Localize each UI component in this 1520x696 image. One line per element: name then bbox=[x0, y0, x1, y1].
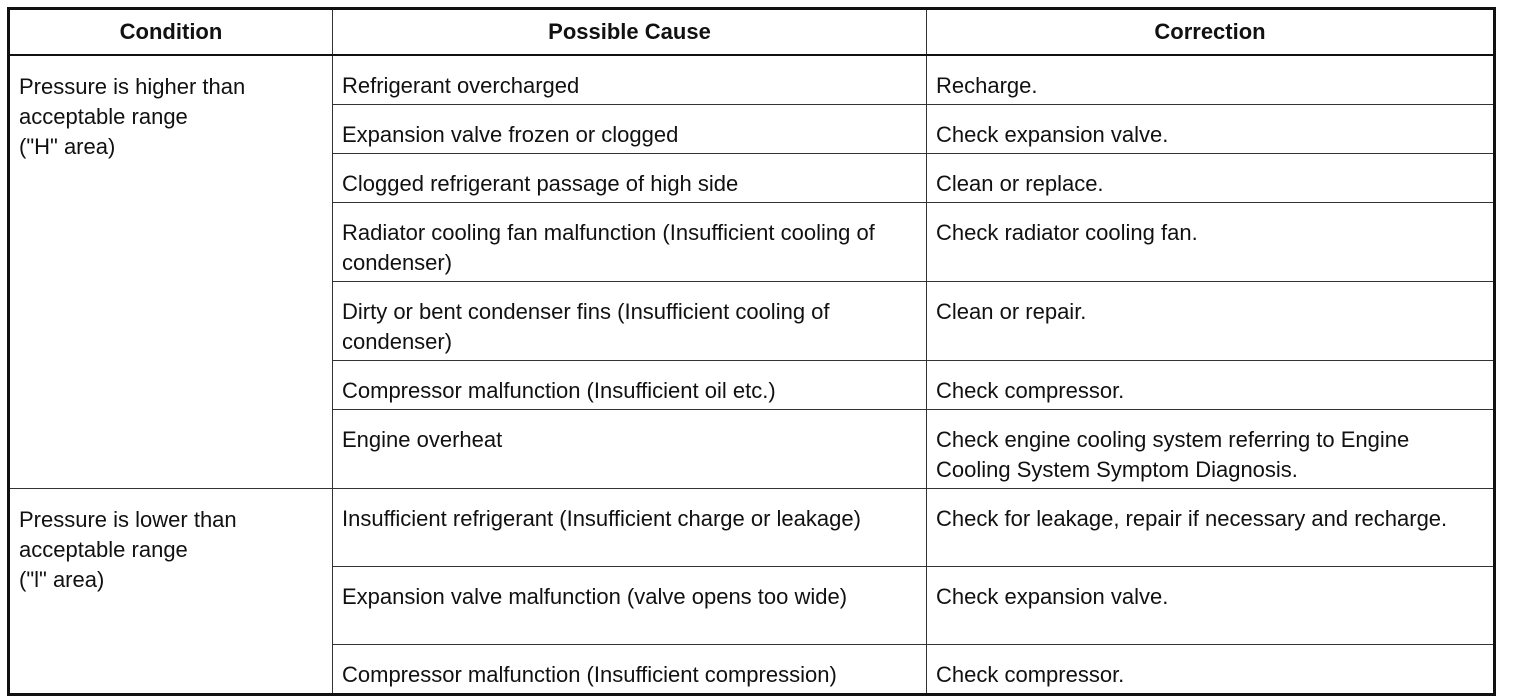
cause-cell: Engine overheat bbox=[333, 410, 927, 489]
cause-cell: Clogged refrigerant passage of high side bbox=[333, 154, 927, 203]
correction-cell: Recharge. bbox=[927, 55, 1495, 105]
cause-cell: Dirty or bent condenser fins (Insufficient cooling of condenser) bbox=[333, 282, 927, 361]
cause-cell: Compressor malfunction (Insufficient oil etc.) bbox=[333, 361, 927, 410]
correction-cell: Clean or repair. bbox=[927, 282, 1495, 361]
cause-cell: Expansion valve malfunction (valve opens too wide) bbox=[333, 567, 927, 645]
cause-cell: Expansion valve frozen or clogged bbox=[333, 105, 927, 154]
correction-cell: Check for leakage, repair if necessary and recharge. bbox=[927, 489, 1495, 567]
cause-cell: Radiator cooling fan malfunction (Insufficient cooling of condenser) bbox=[333, 203, 927, 282]
table-row bbox=[9, 489, 1495, 567]
diagnosis-table bbox=[7, 7, 1496, 696]
correction-cell: Check radiator cooling fan. bbox=[927, 203, 1495, 282]
correction-cell: Check engine cooling system referring to Engine Cooling System Symptom Diagnosis. bbox=[927, 410, 1495, 489]
condition-cell: Pressure is higher than acceptable range ("H" area) bbox=[9, 55, 333, 489]
cause-cell: Insufficient refrigerant (Insufficient charge or leakage) bbox=[333, 489, 927, 567]
correction-cell: Check compressor. bbox=[927, 361, 1495, 410]
condition-cell: Pressure is lower than acceptable range ("l" area) bbox=[9, 489, 333, 695]
header-row bbox=[9, 9, 1495, 56]
header-correction: Correction bbox=[927, 9, 1495, 56]
correction-cell: Check expansion valve. bbox=[927, 567, 1495, 645]
correction-cell: Check compressor. bbox=[927, 645, 1495, 695]
table-row bbox=[9, 55, 1495, 105]
cause-cell: Compressor malfunction (Insufficient compression) bbox=[333, 645, 927, 695]
correction-cell: Clean or replace. bbox=[927, 154, 1495, 203]
header-condition: Condition bbox=[9, 9, 333, 56]
cause-cell: Refrigerant overcharged bbox=[333, 55, 927, 105]
header-possible-cause: Possible Cause bbox=[333, 9, 927, 56]
correction-cell: Check expansion valve. bbox=[927, 105, 1495, 154]
